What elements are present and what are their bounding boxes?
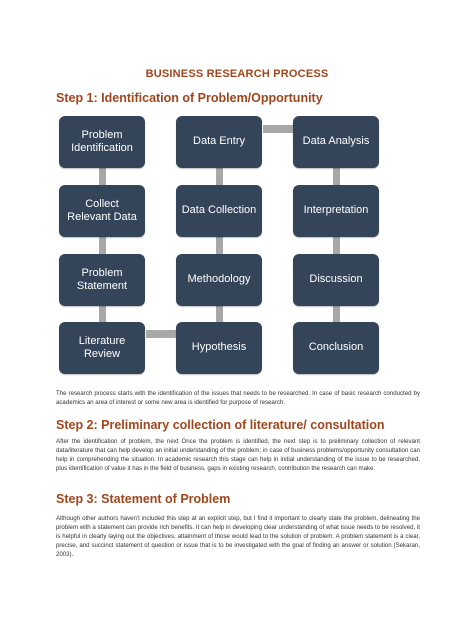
connector-line [99,235,106,255]
methodology-box: Methodology [176,254,262,306]
hypothesis-box: Hypothesis [176,322,262,374]
step-2-paragraph: After the identification of problem, the next Once the problem is identified, the next step is to preliminary collection of relevant data/literature that can help develop an initial understanding of the problem; in case of business problems/opportunity consultation can help in comprehending the situation. In academic research this stage can help in initial understanding of the issue to be researched, plus identification of value it has in the field of business, gaps in existing research, contribution the research can make. [56,438,420,472]
conclusion-box: Conclusion [293,322,379,374]
connector-line [333,167,340,187]
connector-line [99,165,106,185]
connector-line [263,125,295,133]
discussion-box: Discussion [293,254,379,306]
step-3-heading: Step 3: Statement of Problem [56,492,231,506]
interpretation-box: Interpretation [293,185,379,237]
connector-line [216,167,223,187]
step-1-paragraph: The research process starts with the identification of the issues that needs to be researched. In case of basic research conducted by academics an area of interest or some new area is identified for purpose of research. [56,390,420,406]
connector-line [333,235,340,255]
data-collection-box: Data Collection [176,185,262,237]
step-3-paragraph: Although other authors haven't included this step at an explicit step, but I find it important to clearly state the problem, delineating the problem with a statement can provide rich benefits. It can help in developing clear understanding of what issue needs to be resolved, it is helpful in clearly laying out the objectives, attainment of those would lead to the solution of problem. A problem statement is a clear, precise, and succinct statement of question or issue that is to be investigated with the goal of finding an answer or solution (Sekaran, 2003). [56,515,420,558]
document-title: BUSINESS RESEARCH PROCESS [145,68,329,80]
literature-review-box: Literature Review [59,322,145,374]
problem-identification-box: Problem Identification [59,116,145,168]
problem-statement-box: Problem Statement [59,254,145,306]
step-2-heading: Step 2: Preliminary collection of literature/ consultation [56,418,385,432]
data-analysis-box: Data Analysis [293,116,379,168]
connector-line [146,330,178,338]
step-1-heading: Step 1: Identification of Problem/Opportunity [56,91,323,105]
data-entry-box: Data Entry [176,116,262,168]
collect-relevant-data-box: Collect Relevant Data [59,185,145,237]
connector-line [216,235,223,255]
